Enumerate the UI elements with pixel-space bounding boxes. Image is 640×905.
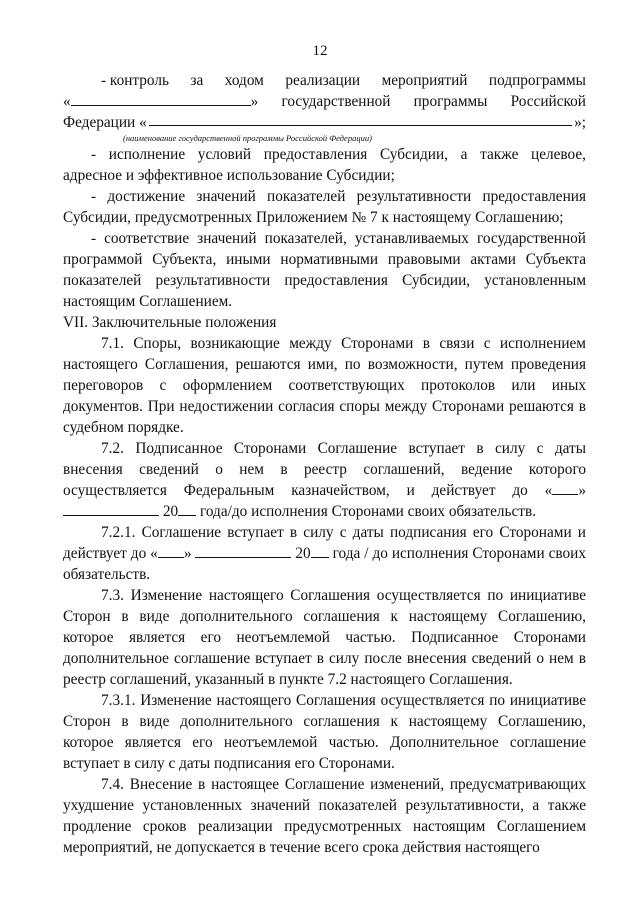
paragraph-7-3: 7.3. Изменение настоящего Соглашения осуществляется по инициативе Сторон в виде дополнительного соглашения к настоящему Соглашению, которое является его неотъемлемой частью. Подписанное Сторонами дополнительное соглашение вступает в силу после внесения сведений о нем в реестр соглашений, указанный в пункте 7.2 настоящего Соглашения.	[63, 587, 586, 688]
paragraph-7-4: 7.4. Внесение в настоящее Соглашение изменений, предусматривающих ухудшение установленных значений показателей результативности, а также продление сроков реализации предусмотренных настоящим Соглашением мероприятий, не допускается в течение всего срока действия настоящего	[63, 776, 586, 856]
program-name-blank[interactable]	[149, 112, 572, 126]
month-blank[interactable]	[63, 502, 159, 516]
section-title: VII. Заключительные положения	[63, 314, 277, 331]
item-execution: - исполнение условий предоставления Субсидии, а также целевое, адресное и эффективное использование Субсидии;	[63, 146, 586, 184]
paragraph-7-3-1: 7.3.1. Изменение настоящего Соглашения осуществляется по инициативе Сторон в виде дополнительного соглашения к настоящему Соглашению, которое является его неотъемлемой частью. Дополнительное соглашение вступает в силу с даты подписания его Сторонами.	[63, 692, 586, 772]
year-blank[interactable]	[178, 502, 196, 516]
program-name-caption: (наименование государственной программы Российской Федерации)	[123, 133, 372, 143]
day-blank[interactable]	[158, 544, 184, 558]
document-body	[63, 70, 586, 858]
month-blank[interactable]	[195, 544, 291, 558]
subprogram-name-blank[interactable]	[71, 92, 251, 106]
control-line-3: Федерации « »;	[63, 114, 586, 131]
page-number: 12	[312, 43, 328, 59]
paragraph-7-2: 7.2. Подписанное Сторонами Соглашение вступает в силу с даты внесения сведений о нем в реестр соглашений, ведение которого осуществляется Федеральным казначейством, и действует до « » 20 года/до исполнения Сторонами своих обязательств.	[63, 440, 586, 520]
paragraph-7-2-1: 7.2.1. Соглашение вступает в силу с даты подписания его Сторонами и действует до « » 20 года / до исполнения Сторонами своих обязательств.	[63, 524, 587, 583]
day-blank[interactable]	[552, 481, 578, 495]
item-achievement: - достижение значений показателей результативности предоставления Субсидии, предусмотренных Приложением № 7 к настоящему Соглашению;	[63, 188, 586, 226]
item-compliance: - соответствие значений показателей, устанавливаемых государственной программой Субъекта, иными нормативными правовыми актами Субъекта показателей результативности предоставления Субсидии, установленным настоящим Соглашением.	[63, 230, 586, 310]
paragraph-7-1: 7.1. Споры, возникающие между Сторонами в связи с исполнением настоящего Соглашения, решаются ими, по возможности, путем проведения переговоров с оформлением соответствующих протоколов или иных документов. При недостижении согласия споры между Сторонами решаются в судебном порядке.	[63, 335, 586, 436]
year-blank[interactable]	[311, 544, 329, 558]
control-line-2: « » государственной программы Российской	[63, 93, 586, 110]
control-line-1: - контроль за ходом реализации мероприятий подпрограммы	[101, 72, 586, 89]
